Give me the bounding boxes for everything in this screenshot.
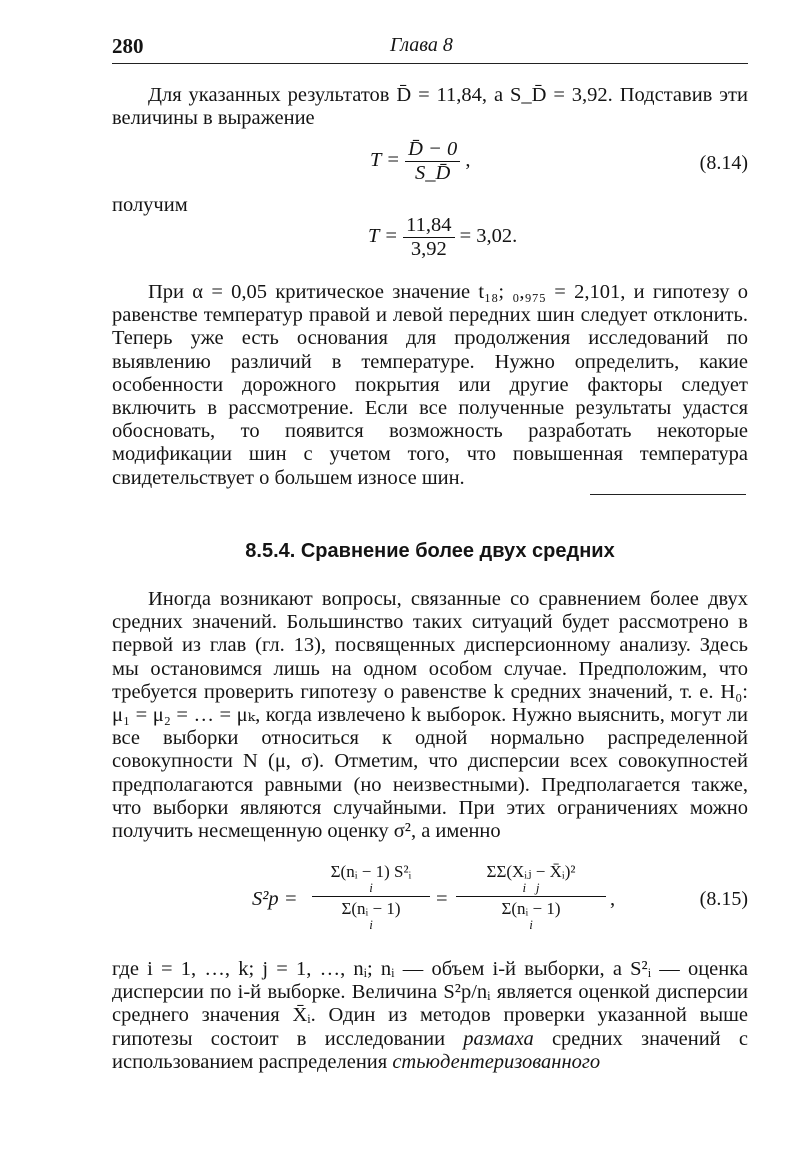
paragraph-2-text: При α = 0,05 критическое значение t₁₈; ₀,₉₇₅ = 2,101, и гипотезу о равенстве температур правой и левой передних шин следует отклонить. Теперь уже есть основания для продолжения исследований по выявлению различий в температуре. Нужно определить, какие особенности дорожного покрытия или другие факторы следует включить в рассмотрение. Если все полученные результаты удастся обосновать, то появится возможность разработать некоторые модификации шин с учетом того, что повышенная температура свидетельствует о большем износе шин.: [112, 281, 748, 489]
paragraph-3: [112, 588, 748, 843]
equation-result-formula: [368, 214, 517, 261]
equation-8-14-formula: [370, 138, 471, 185]
header-rule: [112, 63, 748, 64]
equation-number-8-14: (8.14): [699, 152, 748, 174]
eq-8-15-denominator-2: [456, 897, 606, 931]
equation-8-15: [112, 862, 748, 948]
eq-result-rhs: = 3,02.: [459, 225, 518, 248]
paragraph-1-text: Для указанных результатов D̄ = 11,84, а S_D̄ = 3,92. Подставив эти величины в выражение: [112, 84, 748, 130]
eq-8-15-num2-text: ΣΣ(Xᵢⱼ − X̄ᵢ)²: [486, 862, 576, 881]
running-head: [112, 34, 748, 66]
eq-8-15-lhs: S²p =: [252, 888, 298, 910]
paragraph-4-part-a: где i = 1, …, k; j = 1, …, nᵢ; nᵢ — объем i-й выборки, а S²ᵢ — оценка дисперсии по i-й выборке. Величина S²p/nᵢ является оценкой дисперсии среднего значения X̄ᵢ. Один из методов проверки указанной выше гипотезы состоит в исследовании: [112, 958, 748, 1050]
section-heading: 8.5.4. Сравнение более двух средних: [245, 540, 615, 562]
eq-result-lhs: T =: [368, 225, 398, 248]
eq-8-15-denominator-1: [312, 897, 430, 931]
eq-8-15-num1-index: i: [369, 880, 373, 895]
equation-8-14: [112, 138, 748, 196]
paragraph-4-text: [112, 958, 748, 1074]
eq-8-15-den2-index: i: [529, 917, 533, 932]
eq-8-14-trail: ,: [465, 149, 471, 172]
equation-result: [112, 214, 748, 262]
text-poluchim: получим: [112, 194, 188, 216]
eq-result-denominator: 3,92: [410, 238, 447, 260]
equation-number-8-15: (8.15): [699, 888, 748, 910]
equation-8-15-formula: [252, 862, 616, 948]
eq-8-15-equals: =: [436, 888, 448, 910]
paragraph-3-text: Иногда возникают вопросы, связанные со сравнением более двух средних значений. Большинство таких ситуаций будет рассмотрено в первой из глав (гл. 13), посвященных дисперсионному анализу. Здесь мы остановимся лишь на одном особом случае. Предположим, что требуется проверить гипотезу о равенстве k средних значений, т. е. H₀: μ₁ = μ₂ = … = μₖ, когда извлечено k выборок. Нужно выяснить, могут ли все выборки относиться к одной нормально распределенной совокупности N (μ, σ). Отметим, что дисперсии всех совокупностей предполагаются равными (но неизвестными). Предполагается также, что выборки являются случайными. При этих ограничениях можно получить несмещенную оценку σ², а именно: [112, 588, 748, 843]
paragraph-2: [112, 281, 748, 490]
eq-8-15-numerator-1: [312, 862, 430, 897]
paragraph-4-part-b: средних значений с использованием распределения: [112, 1027, 748, 1073]
eq-8-15-fraction-1: [312, 862, 430, 931]
eq-result-fraction: [403, 214, 454, 261]
eq-8-15-den1-text: Σ(nᵢ − 1): [341, 899, 401, 918]
eq-8-15-den1-index: i: [369, 917, 373, 932]
eq-8-14-numerator: D̄ − 0: [405, 138, 460, 162]
eq-result-numerator: 11,84: [403, 214, 454, 238]
eq-8-15-num2-index: i j: [522, 880, 540, 895]
eq-8-14-lhs: T =: [370, 149, 400, 172]
paragraph-4-emphasis-2: стьюдентеризованного: [392, 1050, 601, 1073]
eq-8-15-numerator-2: [456, 862, 606, 897]
eq-8-15-trail: ,: [610, 888, 616, 910]
eq-8-15-num1-text: Σ(nᵢ − 1) S²ᵢ: [330, 862, 412, 881]
chapter-title: Глава 8: [390, 34, 453, 56]
section-separator-rule: [590, 494, 746, 495]
eq-8-15-fraction-2: [456, 862, 606, 931]
paragraph-4-emphasis-1: размаха: [463, 1027, 534, 1050]
paragraph-4: [112, 958, 748, 1074]
eq-8-14-fraction: [405, 138, 460, 185]
eq-8-15-den2-text: Σ(nᵢ − 1): [501, 899, 561, 918]
eq-8-14-denominator: S_D̄: [415, 162, 451, 184]
paragraph-1: [112, 84, 748, 130]
page-number: 280: [112, 34, 144, 58]
